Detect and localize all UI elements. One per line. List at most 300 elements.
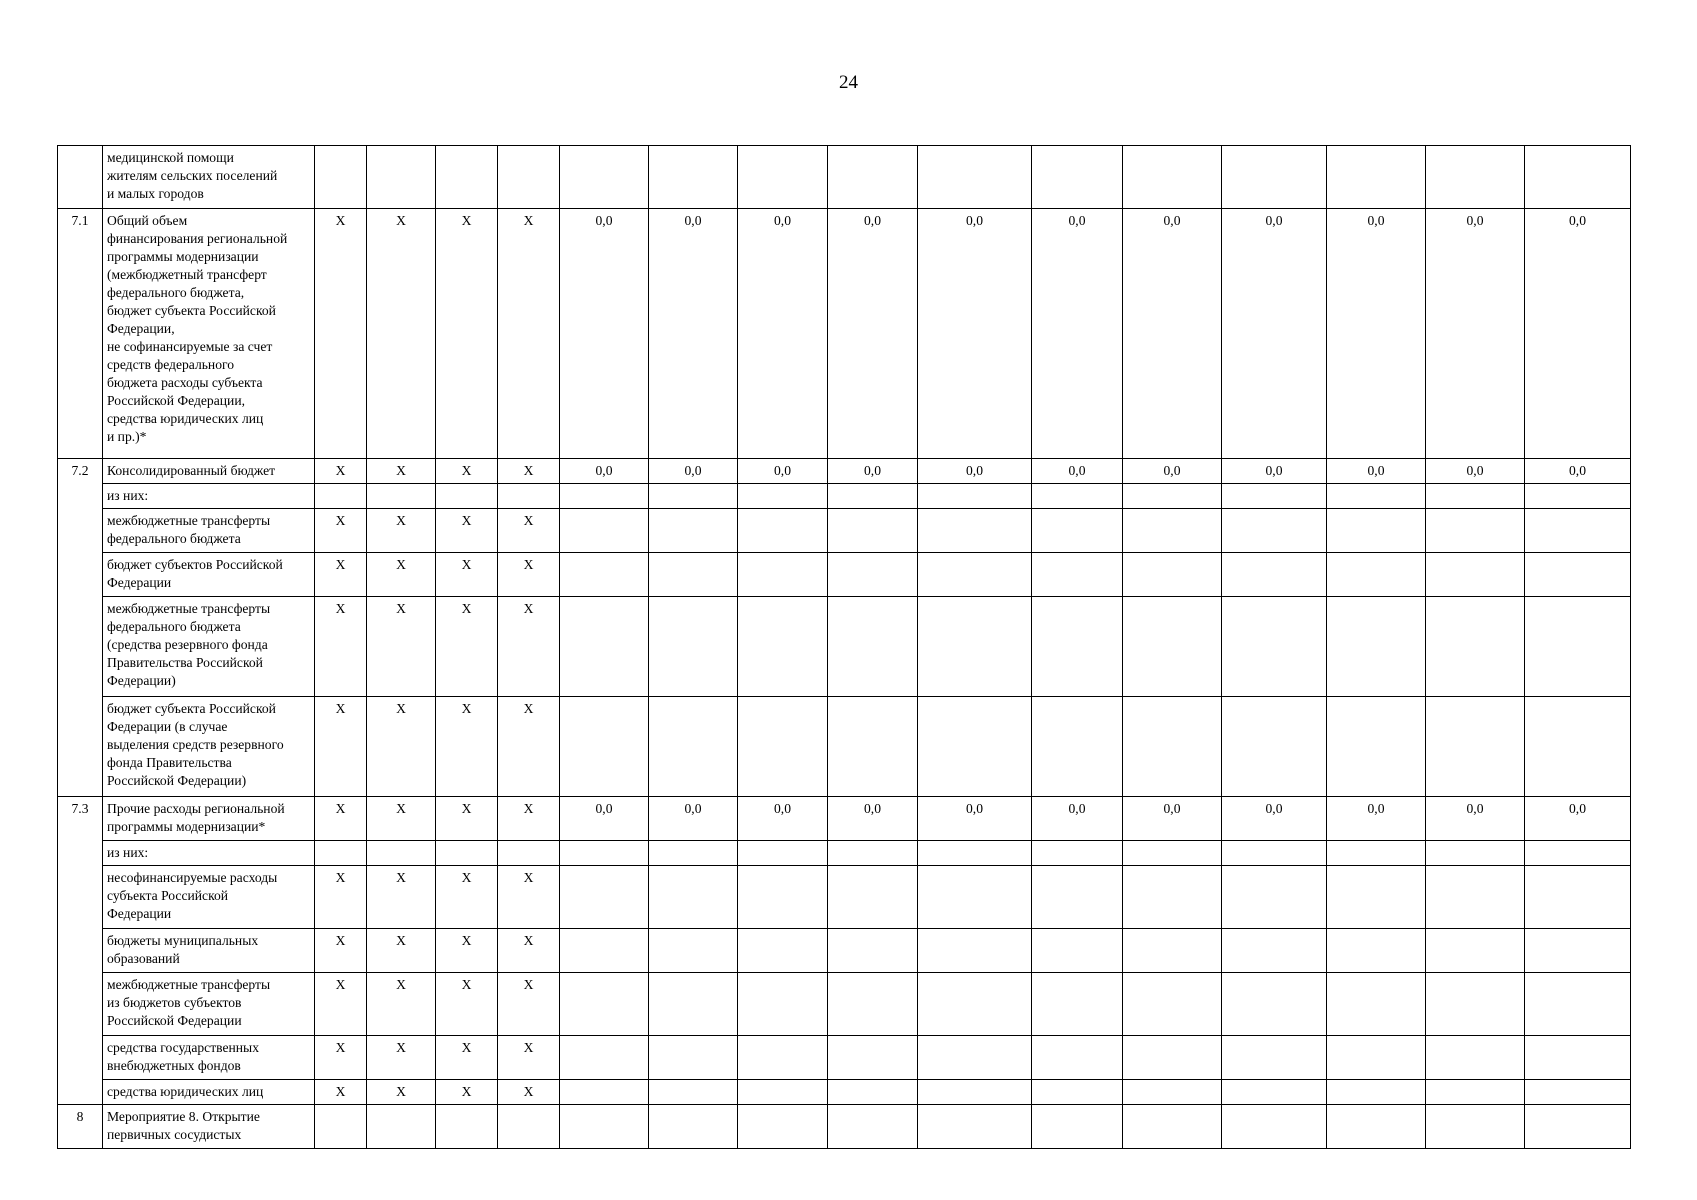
value-cell xyxy=(918,597,1032,697)
value-cell xyxy=(918,697,1032,797)
description-line: (межбюджетный трансферт xyxy=(107,267,267,282)
marker-cell: X xyxy=(367,209,436,459)
page-number: 24 xyxy=(839,72,858,93)
value-cell: 0,0 xyxy=(738,209,828,459)
value-cell xyxy=(1426,509,1525,553)
value-cell xyxy=(1222,509,1327,553)
description-line: программы модернизации* xyxy=(107,819,266,834)
table-row xyxy=(58,597,1631,697)
marker-cell xyxy=(367,146,436,209)
value-cell xyxy=(649,1105,738,1149)
value-cell xyxy=(1032,1105,1123,1149)
value-cell: 0,0 xyxy=(1123,459,1222,484)
value-cell xyxy=(560,597,649,697)
value-cell: 0,0 xyxy=(649,797,738,841)
description-cell xyxy=(103,1080,315,1105)
value-cell xyxy=(1525,866,1631,929)
marker-cell: X xyxy=(436,929,498,973)
value-cell xyxy=(560,1105,649,1149)
value-cell xyxy=(1123,553,1222,597)
marker-cell: X xyxy=(436,1080,498,1105)
value-cell xyxy=(828,973,918,1036)
value-cell xyxy=(1123,146,1222,209)
description-cell xyxy=(103,553,315,597)
description-line: бюджеты муниципальных xyxy=(107,933,259,948)
description-line: из них: xyxy=(107,845,149,860)
value-cell xyxy=(918,1036,1032,1080)
description-line: бюджета расходы субъекта xyxy=(107,375,263,390)
value-cell xyxy=(738,509,828,553)
description-cell xyxy=(103,841,315,866)
value-cell xyxy=(1032,841,1123,866)
value-cell xyxy=(1032,1036,1123,1080)
description-line: межбюджетные трансферты xyxy=(107,601,271,616)
table-row xyxy=(58,553,1631,597)
table-row xyxy=(58,697,1631,797)
marker-cell: X xyxy=(436,209,498,459)
description-cell xyxy=(103,484,315,509)
marker-cell: X xyxy=(436,697,498,797)
value-cell xyxy=(560,929,649,973)
description-line: Консолидированный бюджет xyxy=(107,463,276,478)
value-cell: 0,0 xyxy=(1525,797,1631,841)
marker-cell: X xyxy=(315,597,367,697)
description-line: Прочие расходы региональной xyxy=(107,801,285,816)
description-line: Федерации (в случае xyxy=(107,719,228,734)
marker-cell: X xyxy=(367,553,436,597)
value-cell xyxy=(828,597,918,697)
marker-cell xyxy=(436,484,498,509)
marker-cell: X xyxy=(498,973,560,1036)
value-cell xyxy=(1426,697,1525,797)
description-line: Федерации xyxy=(107,906,172,921)
value-cell xyxy=(1032,1080,1123,1105)
value-cell xyxy=(738,973,828,1036)
value-cell xyxy=(649,929,738,973)
value-cell: 0,0 xyxy=(918,209,1032,459)
marker-cell: X xyxy=(498,597,560,697)
value-cell: 0,0 xyxy=(1222,209,1327,459)
value-cell xyxy=(1426,929,1525,973)
table-row xyxy=(58,866,1631,929)
value-cell xyxy=(649,1080,738,1105)
value-cell xyxy=(560,866,649,929)
value-cell xyxy=(1327,697,1426,797)
value-cell xyxy=(1327,1080,1426,1105)
description-line: Общий объем xyxy=(107,213,188,228)
description-line: средства юридических лиц xyxy=(107,1084,264,1099)
description-line: программы модернизации xyxy=(107,249,259,264)
description-cell xyxy=(103,866,315,929)
value-cell xyxy=(1123,973,1222,1036)
value-cell xyxy=(1032,146,1123,209)
value-cell xyxy=(828,1080,918,1105)
table-row xyxy=(58,209,1631,459)
description-line: средства государственных xyxy=(107,1040,259,1055)
value-cell xyxy=(649,841,738,866)
marker-cell: X xyxy=(367,597,436,697)
description-line: жителям сельских поселений xyxy=(107,168,278,183)
value-cell xyxy=(1426,973,1525,1036)
value-cell xyxy=(560,697,649,797)
value-cell xyxy=(738,1080,828,1105)
marker-cell: X xyxy=(436,553,498,597)
description-cell xyxy=(103,697,315,797)
value-cell xyxy=(1222,1080,1327,1105)
description-line: Правительства Российской xyxy=(107,655,263,670)
value-cell xyxy=(1525,484,1631,509)
marker-cell: X xyxy=(315,553,367,597)
value-cell xyxy=(918,1105,1032,1149)
marker-cell: X xyxy=(315,459,367,484)
description-line: выделения средств резервного xyxy=(107,737,284,752)
marker-cell xyxy=(315,484,367,509)
value-cell: 0,0 xyxy=(1327,209,1426,459)
value-cell xyxy=(828,929,918,973)
value-cell xyxy=(1123,597,1222,697)
value-cell: 0,0 xyxy=(1222,797,1327,841)
value-cell xyxy=(918,484,1032,509)
value-cell xyxy=(738,1036,828,1080)
value-cell xyxy=(738,146,828,209)
value-cell xyxy=(738,697,828,797)
value-cell xyxy=(649,484,738,509)
value-cell xyxy=(1032,866,1123,929)
marker-cell: X xyxy=(498,697,560,797)
value-cell: 0,0 xyxy=(828,459,918,484)
value-cell xyxy=(1123,841,1222,866)
value-cell xyxy=(1123,866,1222,929)
value-cell: 0,0 xyxy=(1426,459,1525,484)
value-cell xyxy=(1123,484,1222,509)
marker-cell: X xyxy=(315,697,367,797)
marker-cell: X xyxy=(367,697,436,797)
value-cell xyxy=(1222,841,1327,866)
marker-cell: X xyxy=(367,1036,436,1080)
value-cell xyxy=(1525,553,1631,597)
value-cell: 0,0 xyxy=(1032,459,1123,484)
marker-cell: X xyxy=(498,866,560,929)
description-cell xyxy=(103,509,315,553)
value-cell: 0,0 xyxy=(1426,797,1525,841)
value-cell xyxy=(1525,597,1631,697)
value-cell xyxy=(1525,146,1631,209)
marker-cell: X xyxy=(498,509,560,553)
description-line: Российской Федерации) xyxy=(107,773,247,788)
marker-cell: X xyxy=(315,973,367,1036)
value-cell xyxy=(1327,484,1426,509)
value-cell xyxy=(1426,841,1525,866)
value-cell: 0,0 xyxy=(1222,459,1327,484)
description-line: образований xyxy=(107,951,180,966)
row-number-cell: 7.1 xyxy=(58,209,103,459)
description-cell xyxy=(103,459,315,484)
value-cell xyxy=(1525,509,1631,553)
value-cell xyxy=(738,1105,828,1149)
value-cell: 0,0 xyxy=(1525,209,1631,459)
value-cell xyxy=(1123,509,1222,553)
value-cell xyxy=(560,146,649,209)
value-cell xyxy=(1222,597,1327,697)
marker-cell xyxy=(436,146,498,209)
value-cell xyxy=(1032,697,1123,797)
description-line: бюджет субъектов Российской xyxy=(107,557,283,572)
value-cell xyxy=(1327,973,1426,1036)
table-row xyxy=(58,509,1631,553)
value-cell xyxy=(649,697,738,797)
table-row xyxy=(58,1080,1631,1105)
value-cell xyxy=(918,841,1032,866)
value-cell xyxy=(1426,1105,1525,1149)
description-line: из бюджетов субъектов xyxy=(107,995,242,1010)
marker-cell xyxy=(315,1105,367,1149)
description-line: первичных сосудистых xyxy=(107,1127,242,1142)
marker-cell: X xyxy=(315,1080,367,1105)
value-cell xyxy=(1327,509,1426,553)
description-cell xyxy=(103,929,315,973)
value-cell xyxy=(828,509,918,553)
value-cell xyxy=(560,509,649,553)
marker-cell: X xyxy=(315,209,367,459)
value-cell xyxy=(1032,509,1123,553)
value-cell xyxy=(828,484,918,509)
value-cell xyxy=(1327,841,1426,866)
description-line: федерального бюджета xyxy=(107,619,241,634)
value-cell xyxy=(1032,484,1123,509)
table-row xyxy=(58,146,1631,209)
value-cell xyxy=(1222,973,1327,1036)
value-cell xyxy=(918,929,1032,973)
value-cell xyxy=(1222,1105,1327,1149)
value-cell: 0,0 xyxy=(738,797,828,841)
value-cell xyxy=(1525,1105,1631,1149)
description-cell xyxy=(103,1036,315,1080)
marker-cell: X xyxy=(436,797,498,841)
description-cell xyxy=(103,209,315,459)
value-cell xyxy=(738,553,828,597)
marker-cell: X xyxy=(498,1036,560,1080)
value-cell: 0,0 xyxy=(649,459,738,484)
value-cell xyxy=(560,973,649,1036)
marker-cell xyxy=(436,841,498,866)
value-cell xyxy=(649,553,738,597)
description-line: из них: xyxy=(107,488,149,503)
value-cell xyxy=(560,553,649,597)
value-cell xyxy=(1327,1105,1426,1149)
marker-cell: X xyxy=(315,797,367,841)
marker-cell: X xyxy=(436,866,498,929)
value-cell xyxy=(738,484,828,509)
value-cell xyxy=(738,841,828,866)
marker-cell xyxy=(498,146,560,209)
description-line: не софинансируемые за счет xyxy=(107,339,273,354)
value-cell xyxy=(1123,697,1222,797)
marker-cell: X xyxy=(315,929,367,973)
value-cell xyxy=(1123,1105,1222,1149)
value-cell xyxy=(560,1036,649,1080)
marker-cell: X xyxy=(315,509,367,553)
marker-cell: X xyxy=(436,509,498,553)
value-cell xyxy=(1525,697,1631,797)
value-cell: 0,0 xyxy=(1032,209,1123,459)
value-cell: 0,0 xyxy=(560,459,649,484)
value-cell: 0,0 xyxy=(828,209,918,459)
value-cell xyxy=(1123,929,1222,973)
marker-cell: X xyxy=(498,1080,560,1105)
value-cell xyxy=(1525,973,1631,1036)
marker-cell: X xyxy=(498,797,560,841)
description-line: бюджет субъекта Российской xyxy=(107,303,276,318)
value-cell xyxy=(1222,484,1327,509)
marker-cell: X xyxy=(498,929,560,973)
value-cell xyxy=(1032,929,1123,973)
value-cell xyxy=(828,146,918,209)
value-cell xyxy=(1222,697,1327,797)
marker-cell: X xyxy=(367,509,436,553)
row-number-cell: 7.3 xyxy=(58,797,103,1105)
value-cell: 0,0 xyxy=(1123,209,1222,459)
value-cell xyxy=(1525,929,1631,973)
table-row xyxy=(58,484,1631,509)
value-cell xyxy=(1123,1036,1222,1080)
description-line: средств федерального xyxy=(107,357,235,372)
marker-cell xyxy=(367,1105,436,1149)
value-cell xyxy=(649,973,738,1036)
value-cell xyxy=(1222,146,1327,209)
value-cell xyxy=(560,1080,649,1105)
marker-cell xyxy=(315,841,367,866)
value-cell xyxy=(1426,1080,1525,1105)
value-cell xyxy=(649,597,738,697)
marker-cell xyxy=(498,1105,560,1149)
marker-cell: X xyxy=(498,553,560,597)
value-cell xyxy=(1426,553,1525,597)
description-line: медицинской помощи xyxy=(107,150,234,165)
table-row xyxy=(58,973,1631,1036)
marker-cell: X xyxy=(436,973,498,1036)
description-cell xyxy=(103,597,315,697)
value-cell: 0,0 xyxy=(560,209,649,459)
value-cell xyxy=(828,866,918,929)
value-cell xyxy=(1327,866,1426,929)
description-line: Федерации) xyxy=(107,673,176,688)
description-line: несофинансируемые расходы xyxy=(107,870,278,885)
description-line: Мероприятие 8. Открытие xyxy=(107,1109,260,1124)
description-line: финансирования региональной xyxy=(107,231,288,246)
value-cell xyxy=(828,841,918,866)
value-cell: 0,0 xyxy=(828,797,918,841)
description-line: и пр.)* xyxy=(107,429,147,444)
marker-cell: X xyxy=(367,929,436,973)
marker-cell: X xyxy=(367,459,436,484)
description-line: Российской Федерации xyxy=(107,1013,242,1028)
table-row xyxy=(58,929,1631,973)
value-cell xyxy=(918,553,1032,597)
marker-cell: X xyxy=(498,209,560,459)
marker-cell xyxy=(367,484,436,509)
value-cell xyxy=(1426,146,1525,209)
value-cell: 0,0 xyxy=(1327,797,1426,841)
funding-table xyxy=(57,145,1631,1149)
value-cell xyxy=(649,509,738,553)
value-cell xyxy=(918,866,1032,929)
value-cell xyxy=(828,1105,918,1149)
value-cell xyxy=(649,1036,738,1080)
row-number-cell: 8 xyxy=(58,1105,103,1149)
description-line: Федерации xyxy=(107,575,172,590)
description-cell xyxy=(103,797,315,841)
description-cell xyxy=(103,146,315,209)
row-number-cell xyxy=(58,146,103,209)
marker-cell xyxy=(315,146,367,209)
description-cell xyxy=(103,973,315,1036)
value-cell: 0,0 xyxy=(649,209,738,459)
value-cell xyxy=(1525,841,1631,866)
value-cell xyxy=(1426,866,1525,929)
description-line: бюджет субъекта Российской xyxy=(107,701,276,716)
description-line: федерального бюджета, xyxy=(107,285,245,300)
value-cell xyxy=(1327,1036,1426,1080)
marker-cell: X xyxy=(315,866,367,929)
value-cell xyxy=(560,484,649,509)
value-cell xyxy=(828,1036,918,1080)
value-cell: 0,0 xyxy=(918,459,1032,484)
value-cell xyxy=(738,866,828,929)
value-cell xyxy=(649,146,738,209)
value-cell xyxy=(1327,553,1426,597)
value-cell xyxy=(1222,929,1327,973)
description-cell xyxy=(103,1105,315,1149)
description-line: средства юридических лиц xyxy=(107,411,264,426)
description-line: (средства резервного фонда xyxy=(107,637,268,652)
value-cell xyxy=(1032,597,1123,697)
table-row xyxy=(58,1036,1631,1080)
description-line: Федерации, xyxy=(107,321,175,336)
description-line: внебюджетных фондов xyxy=(107,1058,241,1073)
marker-cell: X xyxy=(367,973,436,1036)
value-cell xyxy=(1032,973,1123,1036)
value-cell xyxy=(1525,1036,1631,1080)
value-cell xyxy=(1327,146,1426,209)
value-cell xyxy=(1222,553,1327,597)
value-cell xyxy=(1426,1036,1525,1080)
description-line: федерального бюджета xyxy=(107,531,241,546)
value-cell xyxy=(918,509,1032,553)
marker-cell xyxy=(498,841,560,866)
value-cell: 0,0 xyxy=(1525,459,1631,484)
value-cell xyxy=(1327,597,1426,697)
value-cell xyxy=(828,553,918,597)
marker-cell: X xyxy=(315,1036,367,1080)
value-cell xyxy=(1123,1080,1222,1105)
marker-cell xyxy=(436,1105,498,1149)
value-cell xyxy=(738,929,828,973)
description-line: фонда Правительства xyxy=(107,755,232,770)
value-cell xyxy=(828,697,918,797)
value-cell xyxy=(1426,597,1525,697)
description-line: межбюджетные трансферты xyxy=(107,513,271,528)
marker-cell: X xyxy=(436,459,498,484)
value-cell xyxy=(1222,866,1327,929)
marker-cell: X xyxy=(436,1036,498,1080)
row-number-cell: 7.2 xyxy=(58,459,103,797)
marker-cell xyxy=(498,484,560,509)
table-row xyxy=(58,841,1631,866)
value-cell: 0,0 xyxy=(1032,797,1123,841)
value-cell xyxy=(918,146,1032,209)
value-cell xyxy=(649,866,738,929)
value-cell: 0,0 xyxy=(1426,209,1525,459)
